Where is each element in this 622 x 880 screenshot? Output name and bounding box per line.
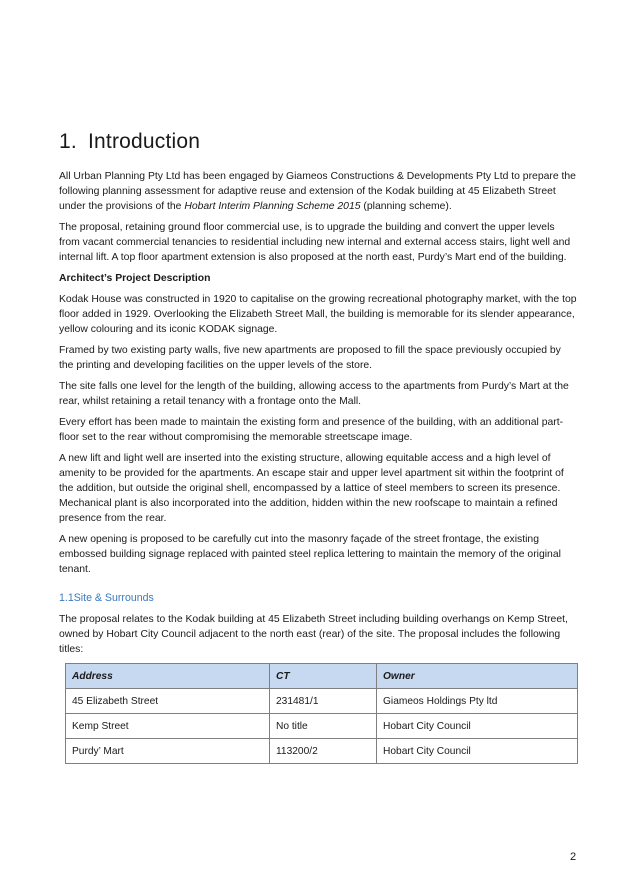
- document-body: [59, 169, 578, 764]
- subsection-heading: 1.1Site & Surrounds: [59, 592, 154, 604]
- section-heading: [59, 130, 200, 154]
- table-row: [66, 739, 578, 764]
- header-owner: Owner: [377, 664, 578, 689]
- cell-owner: Hobart City Council: [377, 714, 578, 739]
- paragraph-lift: A new lift and light well are inserted into the existing structure, allowing equitable access and a high level of amenity to be provided for the apartments. An escape stair and upper level apartment sit within the footprint of the addition, but outside the original shell, encompassed by a lattice of steel members to screen its presence. Mechanical plant is also incorporated into the addition, hidden within the new roofscape to maintain a refined presence from the rear.: [59, 453, 564, 524]
- header-ct: CT: [270, 664, 377, 689]
- paragraph-proposal: The proposal, retaining ground floor commercial use, is to upgrade the building and convert the upper levels from vacant commercial tenancies to residential including new internal and external access stairs, light well and internal lift. A top floor apartment extension is also proposed at the north east, Purdy’s Mart end of the building.: [59, 222, 571, 263]
- cell-ct: No title: [270, 714, 377, 739]
- table-row: [66, 689, 578, 714]
- table-header-row: [66, 664, 578, 689]
- architect-heading: Architect’s Project Description: [59, 273, 211, 284]
- paragraph-opening: A new opening is proposed to be carefully cut into the masonry façade of the street frontage, the existing embossed building signage replaced with painted steel replica lettering to maintain the memory of the original tenant.: [59, 534, 561, 575]
- section-title: Introduction: [88, 130, 201, 153]
- cell-ct: 113200/2: [270, 739, 377, 764]
- header-address: Address: [66, 664, 270, 689]
- titles-table: [65, 663, 578, 764]
- paragraph-history: Kodak House was constructed in 1920 to capitalise on the growing recreational photography market, with the top floor added in 1929. Overlooking the Elizabeth Street Mall, the building is memorable for its slender appearance, yellow colouring and its iconic KODAK signage.: [59, 294, 577, 335]
- scheme-name: Hobart Interim Planning Scheme 2015: [184, 201, 361, 212]
- cell-address: 45 Elizabeth Street: [66, 689, 270, 714]
- cell-address: Kemp Street: [66, 714, 270, 739]
- paragraph-intro-tail: (planning scheme).: [360, 201, 452, 212]
- table-row: [66, 714, 578, 739]
- cell-owner: Hobart City Council: [377, 739, 578, 764]
- paragraph-intro: [59, 169, 578, 214]
- page-number: 2: [570, 851, 577, 863]
- paragraph-titles: The proposal relates to the Kodak building at 45 Elizabeth Street including building overhangs on Kemp Street, owned by Hobart City Council adjacent to the north east (rear) of the site. The proposal includes the following titles:: [59, 614, 568, 655]
- section-number: 1.: [59, 130, 77, 153]
- cell-ct: 231481/1: [270, 689, 377, 714]
- paragraph-apartments: Framed by two existing party walls, five new apartments are proposed to fill the space previously occupied by the printing and developing facilities on the upper levels of the store.: [59, 345, 561, 371]
- paragraph-form: Every effort has been made to maintain the existing form and presence of the building, with an additional part-floor set to the rear without compromising the memorable streetscape image.: [59, 417, 564, 443]
- cell-address: Purdy’ Mart: [66, 739, 270, 764]
- paragraph-site-level: The site falls one level for the length of the building, allowing access to the apartments from Purdy’s Mart at the rear, whilst retaining a retail tenancy with a frontage onto the Mall.: [59, 381, 569, 407]
- paragraph-intro-text: All Urban Planning Pty Ltd has been engaged by Giameos Constructions & Developments Pty Ltd to prepare the following planning assessment for adaptive reuse and extension of the Kodak building at 45 Elizabeth Street under the provisions of the: [59, 171, 576, 212]
- cell-owner: Giameos Holdings Pty ltd: [377, 689, 578, 714]
